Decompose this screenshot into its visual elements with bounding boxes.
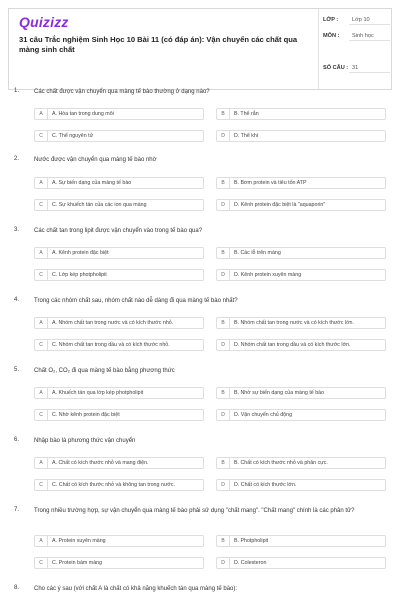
option-text: C. Lớp kép photpholipit [52, 272, 107, 278]
option-letter: C [35, 200, 48, 210]
option-a[interactable] [34, 317, 204, 329]
option-d[interactable] [216, 409, 386, 421]
option-c[interactable] [34, 339, 204, 351]
question-number: 1. [14, 88, 20, 94]
option-b[interactable] [216, 177, 386, 189]
option-d[interactable] [216, 557, 386, 569]
option-letter: A [35, 388, 48, 398]
option-text: C. Chất có kích thước nhỏ và không tan trong nước. [52, 482, 175, 488]
option-text: B. Nhờ sự biến dạng của màng tế bào [234, 390, 325, 396]
option-letter: B [217, 458, 230, 468]
option-letter: A [35, 318, 48, 328]
option-letter: D [217, 270, 230, 280]
meta-key: LỚP : [323, 17, 339, 23]
option-letter: D [217, 131, 230, 141]
option-c[interactable] [34, 557, 204, 569]
option-b[interactable] [216, 108, 386, 120]
option-letter: B [217, 109, 230, 119]
option-b[interactable] [216, 317, 386, 329]
meta-value: Lớp 10 [349, 17, 390, 25]
meta-value: Sinh học [349, 33, 390, 41]
option-text: D. Nhóm chất tan trong dầu và có kích thước lớn. [234, 342, 351, 348]
option-text: B. Bơm protein và tiêu tốn ATP [234, 180, 307, 186]
question-number: 2. [14, 156, 20, 162]
option-letter: D [217, 480, 230, 490]
option-text: C. Sự khuếch tán của các ion qua màng [52, 202, 147, 208]
option-letter: C [35, 410, 48, 420]
option-letter: B [217, 248, 230, 258]
question-text: Cho các ý sau (với chất A là chất có khả năng khuếch tán qua màng tế bào): [34, 586, 238, 592]
option-text: B. Photpholipit [234, 538, 269, 544]
option-c[interactable] [34, 479, 204, 491]
worksheet-header [8, 8, 392, 90]
question-number: 6. [14, 437, 20, 443]
option-letter: A [35, 109, 48, 119]
option-a[interactable] [34, 457, 204, 469]
option-text: D. Thể khí [234, 133, 259, 139]
option-letter: C [35, 270, 48, 280]
option-letter: B [217, 388, 230, 398]
option-text: A. Chất có kích thước nhỏ và mang điện. [52, 460, 149, 466]
option-letter: C [35, 131, 48, 141]
option-letter: D [217, 558, 230, 568]
option-text: D. Colesteron [234, 560, 267, 566]
meta-row-count [319, 65, 391, 73]
option-a[interactable] [34, 535, 204, 547]
question-number: 3. [14, 227, 20, 233]
meta-key: SỐ CÂU : [323, 65, 349, 71]
option-d[interactable] [216, 339, 386, 351]
option-b[interactable] [216, 387, 386, 399]
question-text: Nước được vận chuyển qua màng tế bào nhờ [34, 157, 157, 163]
option-text: C. Nhờ kênh protein đặc biệt [52, 412, 120, 418]
option-b[interactable] [216, 457, 386, 469]
option-c[interactable] [34, 409, 204, 421]
option-letter: B [217, 318, 230, 328]
option-a[interactable] [34, 247, 204, 259]
option-text: C. Protein bám màng [52, 560, 103, 566]
question-text: Chất O₂, CO₂ đi qua màng tế bào bằng phương thức [34, 368, 175, 374]
option-letter: C [35, 340, 48, 350]
option-letter: B [217, 178, 230, 188]
meta-row-class [319, 17, 391, 25]
option-text: A. Khuếch tán qua lớp kép photpholipit [52, 390, 144, 396]
option-text: C. Nhóm chất tan trong dầu và có kích thước nhỏ. [52, 342, 170, 348]
option-letter: A [35, 536, 48, 546]
option-a[interactable] [34, 108, 204, 120]
question-text: Trong các nhóm chất sau, nhóm chất nào dễ dàng đi qua màng tế bào nhất? [34, 298, 238, 304]
option-text: A. Protein xuyên màng [52, 538, 106, 544]
question-text: Các chất tan trong lipit được vận chuyển vào trong tế bào qua? [34, 228, 203, 234]
option-text: A. Sự biến dạng của màng tế bào [52, 180, 132, 186]
option-d[interactable] [216, 479, 386, 491]
page-title: 31 câu Trắc nghiệm Sinh Học 10 Bài 11 (có đáp án): Vận chuyển các chất qua màng sinh chất [19, 35, 298, 54]
option-d[interactable] [216, 130, 386, 142]
option-a[interactable] [34, 177, 204, 189]
question-text: Nhập bào là phương thức vận chuyển [34, 438, 136, 444]
meta-row-subject [319, 33, 391, 41]
option-text: B. Thể rắn [234, 111, 259, 117]
option-b[interactable] [216, 535, 386, 547]
meta-panel [318, 9, 391, 89]
option-a[interactable] [34, 387, 204, 399]
option-d[interactable] [216, 199, 386, 211]
option-text: D. Vận chuyển chủ động [234, 412, 293, 418]
option-text: D. Kênh protein xuyên màng [234, 272, 302, 278]
question-number: 4. [14, 297, 20, 303]
question-number: 7. [14, 507, 20, 513]
option-text: B. Các lỗ trên màng [234, 250, 281, 256]
option-text: B. Nhóm chất tan trong nước và có kích thước lớn. [234, 320, 354, 326]
meta-key: MÔN : [323, 33, 340, 39]
question-text: Các chất được vận chuyển qua màng tế bào thường ở dạng nào? [34, 89, 210, 95]
option-letter: B [217, 536, 230, 546]
option-d[interactable] [216, 269, 386, 281]
option-letter: C [35, 480, 48, 490]
option-text: A. Nhóm chất tan trong nước và có kích thước nhỏ. [52, 320, 174, 326]
brand-logo: Quizizz [19, 14, 69, 30]
option-letter: D [217, 340, 230, 350]
option-c[interactable] [34, 269, 204, 281]
option-b[interactable] [216, 247, 386, 259]
option-text: A. Kênh protein đặc biệt [52, 250, 109, 256]
option-letter: D [217, 200, 230, 210]
option-letter: A [35, 458, 48, 468]
option-text: B. Chất có kích thước nhỏ và phân cực. [234, 460, 328, 466]
option-letter: A [35, 178, 48, 188]
meta-value: 31 [349, 65, 390, 73]
option-letter: C [35, 558, 48, 568]
option-c[interactable] [34, 199, 204, 211]
question-text: Trong nhiều trường hợp, sự vận chuyển qua màng tế bào phải sử dụng "chất mang". "Chất mang" chính là các phân tử? [34, 508, 355, 514]
option-letter: D [217, 410, 230, 420]
question-number: 5. [14, 367, 20, 373]
option-text: D. Kênh protein đặc biệt là "aquaporin" [234, 202, 326, 208]
option-text: D. Chất có kích thước lớn. [234, 482, 297, 488]
option-text: C. Thể nguyên tử [52, 133, 94, 139]
option-c[interactable] [34, 130, 204, 142]
question-number: 8. [14, 585, 20, 591]
option-letter: A [35, 248, 48, 258]
option-text: A. Hòa tan trong dung môi [52, 111, 114, 117]
